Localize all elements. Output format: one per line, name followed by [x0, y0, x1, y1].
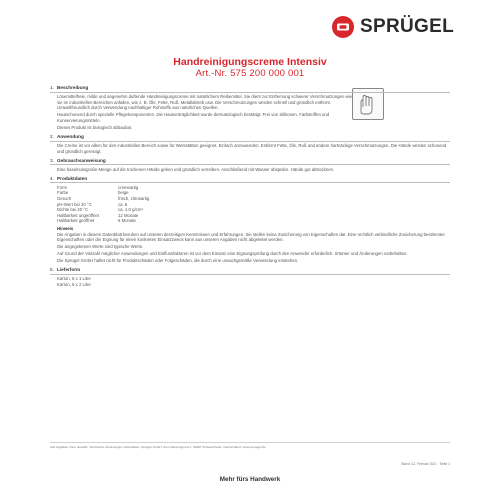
article-number: Art.-Nr. 575 200 000 001: [195, 68, 305, 79]
footer-footnote: Alle Angaben ohne Gewähr. Technische Änderungen vorbehalten. Sprügel GmbH, Zum Wiesengrund 1, 01987 Schwarzheide, Deutschland. www.spruegel.de: [50, 442, 450, 449]
spec-key: Farbe: [57, 190, 69, 196]
spec-value: frisch, zitrusartig: [118, 196, 150, 202]
spec-key: Geruch: [57, 196, 72, 202]
document-date: Stand: 12. Februar 2021 · Seite 1: [401, 462, 450, 466]
paragraph: Karton, 6 x 2 Liter: [57, 281, 91, 287]
spec-key: Haltbarkeit geöffnet: [57, 218, 95, 224]
section-title: Gebrauchsanweisung: [57, 157, 106, 163]
note-paragraph: Die angegebenen Werte sind typische Werte.: [57, 244, 144, 250]
spec-value: 12 Monate: [118, 212, 139, 218]
section-application: [50, 134, 450, 154]
section-body: [50, 185, 450, 264]
section-title: Anwendung: [57, 133, 84, 139]
paragraph: Eine haselnussgroße Menge auf die trockenen Hände geben und gründlich verreiben. Anschließend mit Wasser abspülen. Hände gut abtrocknen.: [57, 166, 335, 172]
spec-value: ca. 5: [118, 201, 128, 207]
paragraph: Hautschonend durch spezielle Pflegekomponenten. Die Hautverträglichkeit wurde dermatologisch bestätigt. Frei von Silikonen, Farbstoffen und Konservierungsmitteln.: [57, 112, 330, 123]
section-body: [50, 276, 450, 287]
section-heading: [50, 176, 450, 184]
document-title: Handreinigungscreme Intensiv: [173, 56, 327, 68]
datasheet-content: [50, 85, 450, 291]
paragraph: Dieses Produkt ist biologisch abbaubar.: [57, 124, 133, 130]
note-paragraph: Die Angaben in diesem Datenblatt beruhen auf unseren derzeitigen Kenntnissen und Erfahrungen. Sie stellen keine Zusicherung von Eigenschaften dar. Eine rechtlich verbindliche Zusicherung bestimmter Eigenschaften oder der Eignung für einen konkreten Einsatzzweck kann aus unseren Angaben nicht abgeleitet werden.: [57, 231, 445, 243]
brand-name: SPRÜGEL: [360, 16, 454, 37]
spec-value: beige: [118, 190, 129, 196]
section-instructions: [50, 158, 450, 173]
spec-key: pH-Wert bei 20 °C: [57, 201, 92, 207]
section-title: Beschreibung: [57, 85, 89, 90]
section-body: [50, 94, 357, 130]
paragraph: Lösemittelfreie, milde und angenehm duftende Handreinigungscreme mit natürlichem Reibemittel. Sie dient zur Entfernung schwerer Verschmutzungen wie sie im industriellen Bereichen anfallen, wie z. B. Öle, Fette, Ruß, Metallabrieb usw. Die Verschmutzungen werden schnell und gründlich entfernt. Umweltfreundlich durch Verwendung nachhaltiger Rohstoffe aus natürlichen Quellen.: [57, 93, 352, 111]
section-product-data: [50, 176, 450, 264]
section-heading: [50, 158, 450, 166]
section-number: 2.: [50, 133, 54, 139]
brand-logo: [332, 14, 454, 40]
spec-value: cremeartig: [118, 184, 139, 190]
section-delivery: [50, 267, 450, 287]
spec-key: Dichte bei 20 °C: [57, 207, 89, 213]
note-heading: Hinweis: [57, 226, 74, 231]
section-number: 1.: [50, 85, 54, 90]
title-block: [0, 56, 500, 80]
paragraph: Die Creme ist vor allem für den industriellen Bereich sowie für Werkstätten geeignet. Einfach anzuwenden. Entfernt Fette, Öle, Ruß und andere hartnäckige Verschmutzungen. Die Hände werden schonend und gründlich gereinigt.: [57, 142, 447, 154]
section-heading: [50, 134, 450, 142]
section-title: Lieferform: [57, 267, 81, 273]
section-body: [50, 143, 450, 154]
brand-logo-icon: [332, 16, 354, 38]
section-number: 5.: [50, 267, 54, 273]
section-heading: [50, 267, 450, 275]
spec-key: Haltbarkeit ungeöffnet: [57, 212, 99, 218]
spec-row: [57, 218, 450, 224]
footer-tagline: Mehr fürs Handwerk: [219, 476, 281, 483]
section-body: [50, 167, 450, 173]
spec-value: ca. 1,0 g/cm³: [118, 207, 143, 213]
section-description: [50, 85, 450, 130]
section-heading: [50, 85, 450, 93]
note-paragraph: Auf Grund der Vielzahl möglicher Anwendungen und Einflussfaktoren ist vor dem Einsatz eine Eignungsprüfung durch den Anwender erforderlich. Irrtümer und Änderungen vorbehalten.: [57, 251, 408, 257]
note-paragraph: Die Sprügel GmbH haftet nicht für Produktschäden oder Folgeschäden, die durch eine unsachgemäße Verwendung entstehen.: [57, 258, 299, 264]
section-title: Produktdaten: [57, 175, 88, 181]
section-number: 4.: [50, 175, 54, 181]
section-number: 3.: [50, 157, 54, 163]
spec-key: Form: [57, 184, 68, 190]
paragraph: Karton, 6 x 1 Liter: [57, 276, 91, 282]
spec-value: 6 Monate: [118, 218, 136, 224]
